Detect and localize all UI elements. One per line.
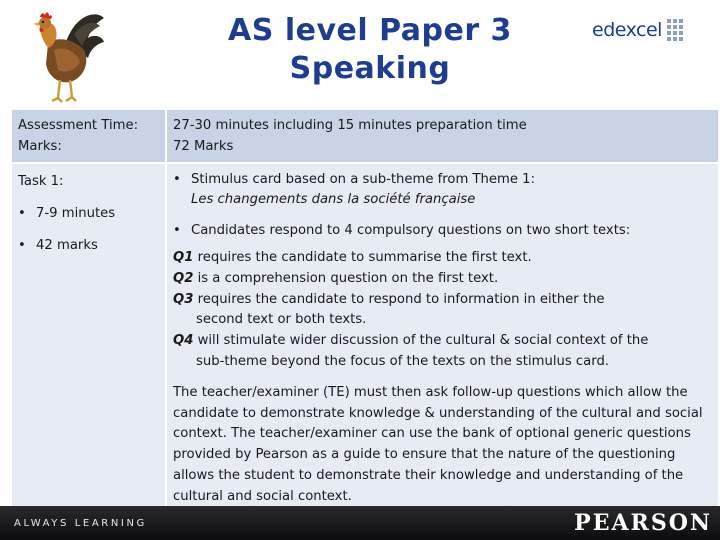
bullet-icon: • bbox=[173, 172, 181, 187]
list-item bbox=[18, 204, 159, 224]
always-learning-tagline: ALWAYS LEARNING bbox=[14, 518, 147, 529]
question-text: requires the candidate to summarise the first text. bbox=[193, 250, 532, 265]
stimulus-card-description: Stimulus card based on a sub-theme from Theme 1: bbox=[191, 172, 536, 187]
marks-value: 72 Marks bbox=[173, 139, 234, 154]
list-item bbox=[18, 236, 159, 256]
question-q2 bbox=[173, 269, 712, 290]
question-tag: Q1 bbox=[173, 250, 194, 265]
pearson-logo: PEARSON bbox=[574, 510, 712, 536]
task-summary-cell bbox=[12, 163, 166, 514]
assessment-row bbox=[12, 110, 718, 163]
list-item bbox=[173, 170, 712, 210]
question-tag: Q4 bbox=[173, 333, 194, 349]
question-q1 bbox=[173, 248, 712, 269]
task-marks: 42 marks bbox=[36, 238, 98, 253]
bullet-icon: • bbox=[18, 206, 26, 221]
bullet-icon: • bbox=[173, 223, 181, 238]
task-row bbox=[12, 163, 718, 514]
rooster-illustration bbox=[18, 4, 108, 104]
question-q4-continuation: sub-theme beyond the focus of the texts on the stimulus card. bbox=[196, 353, 610, 369]
question-text: requires the candidate to respond to information in either the bbox=[193, 291, 605, 307]
stimulus-card-text bbox=[191, 170, 535, 210]
list-item bbox=[173, 221, 712, 241]
compulsory-questions-text: Candidates respond to 4 compulsory questions on two short texts: bbox=[191, 223, 631, 238]
question-list bbox=[173, 248, 712, 373]
footer-bar bbox=[0, 506, 720, 540]
title-line-1: AS level Paper 3 bbox=[228, 13, 512, 48]
task-duration: 7-9 minutes bbox=[36, 206, 116, 221]
teacher-examiner-paragraph: The teacher/examiner (TE) must then ask follow-up questions which allow the candidate to demonstrate knowledge & understanding of the cultural and social context. The teacher/examiner can use the bank of optional generic questions provided by Pearson as a guide to ensure that the nature of the questioning allows the student to demonstrate their knowledge and understanding of the cultural and social context. bbox=[173, 384, 703, 504]
title-line-2: Speaking bbox=[289, 51, 451, 86]
page-title bbox=[200, 12, 540, 88]
question-q3-continuation: second text or both texts. bbox=[196, 312, 367, 328]
question-tag: Q2 bbox=[173, 270, 194, 286]
task-details-list bbox=[173, 170, 712, 241]
assessment-table bbox=[12, 110, 718, 514]
edexcel-logo bbox=[592, 16, 683, 44]
assessment-values-cell bbox=[166, 110, 718, 163]
assessment-labels-cell bbox=[12, 110, 166, 163]
question-text: will stimulate wider discussion of the cultural & social context of the bbox=[193, 333, 649, 349]
task-summary-list bbox=[18, 204, 159, 256]
assessment-time-value: 27-30 minutes including 15 minutes preparation time bbox=[173, 118, 527, 133]
task-details-cell bbox=[166, 163, 718, 514]
edexcel-wordmark: edexcel bbox=[592, 19, 662, 41]
marks-label: Marks: bbox=[18, 139, 62, 154]
slide-header bbox=[0, 0, 720, 108]
sub-theme-title: Les changements dans la société française bbox=[191, 192, 476, 207]
question-q4 bbox=[173, 331, 712, 352]
question-q3 bbox=[173, 290, 712, 311]
edexcel-grid-icon bbox=[667, 19, 683, 41]
question-text: is a comprehension question on the first text. bbox=[193, 270, 499, 286]
bullet-icon: • bbox=[18, 238, 26, 253]
question-tag: Q3 bbox=[173, 291, 194, 307]
assessment-time-label: Assessment Time: bbox=[18, 118, 139, 133]
task-label: Task 1: bbox=[18, 174, 64, 189]
